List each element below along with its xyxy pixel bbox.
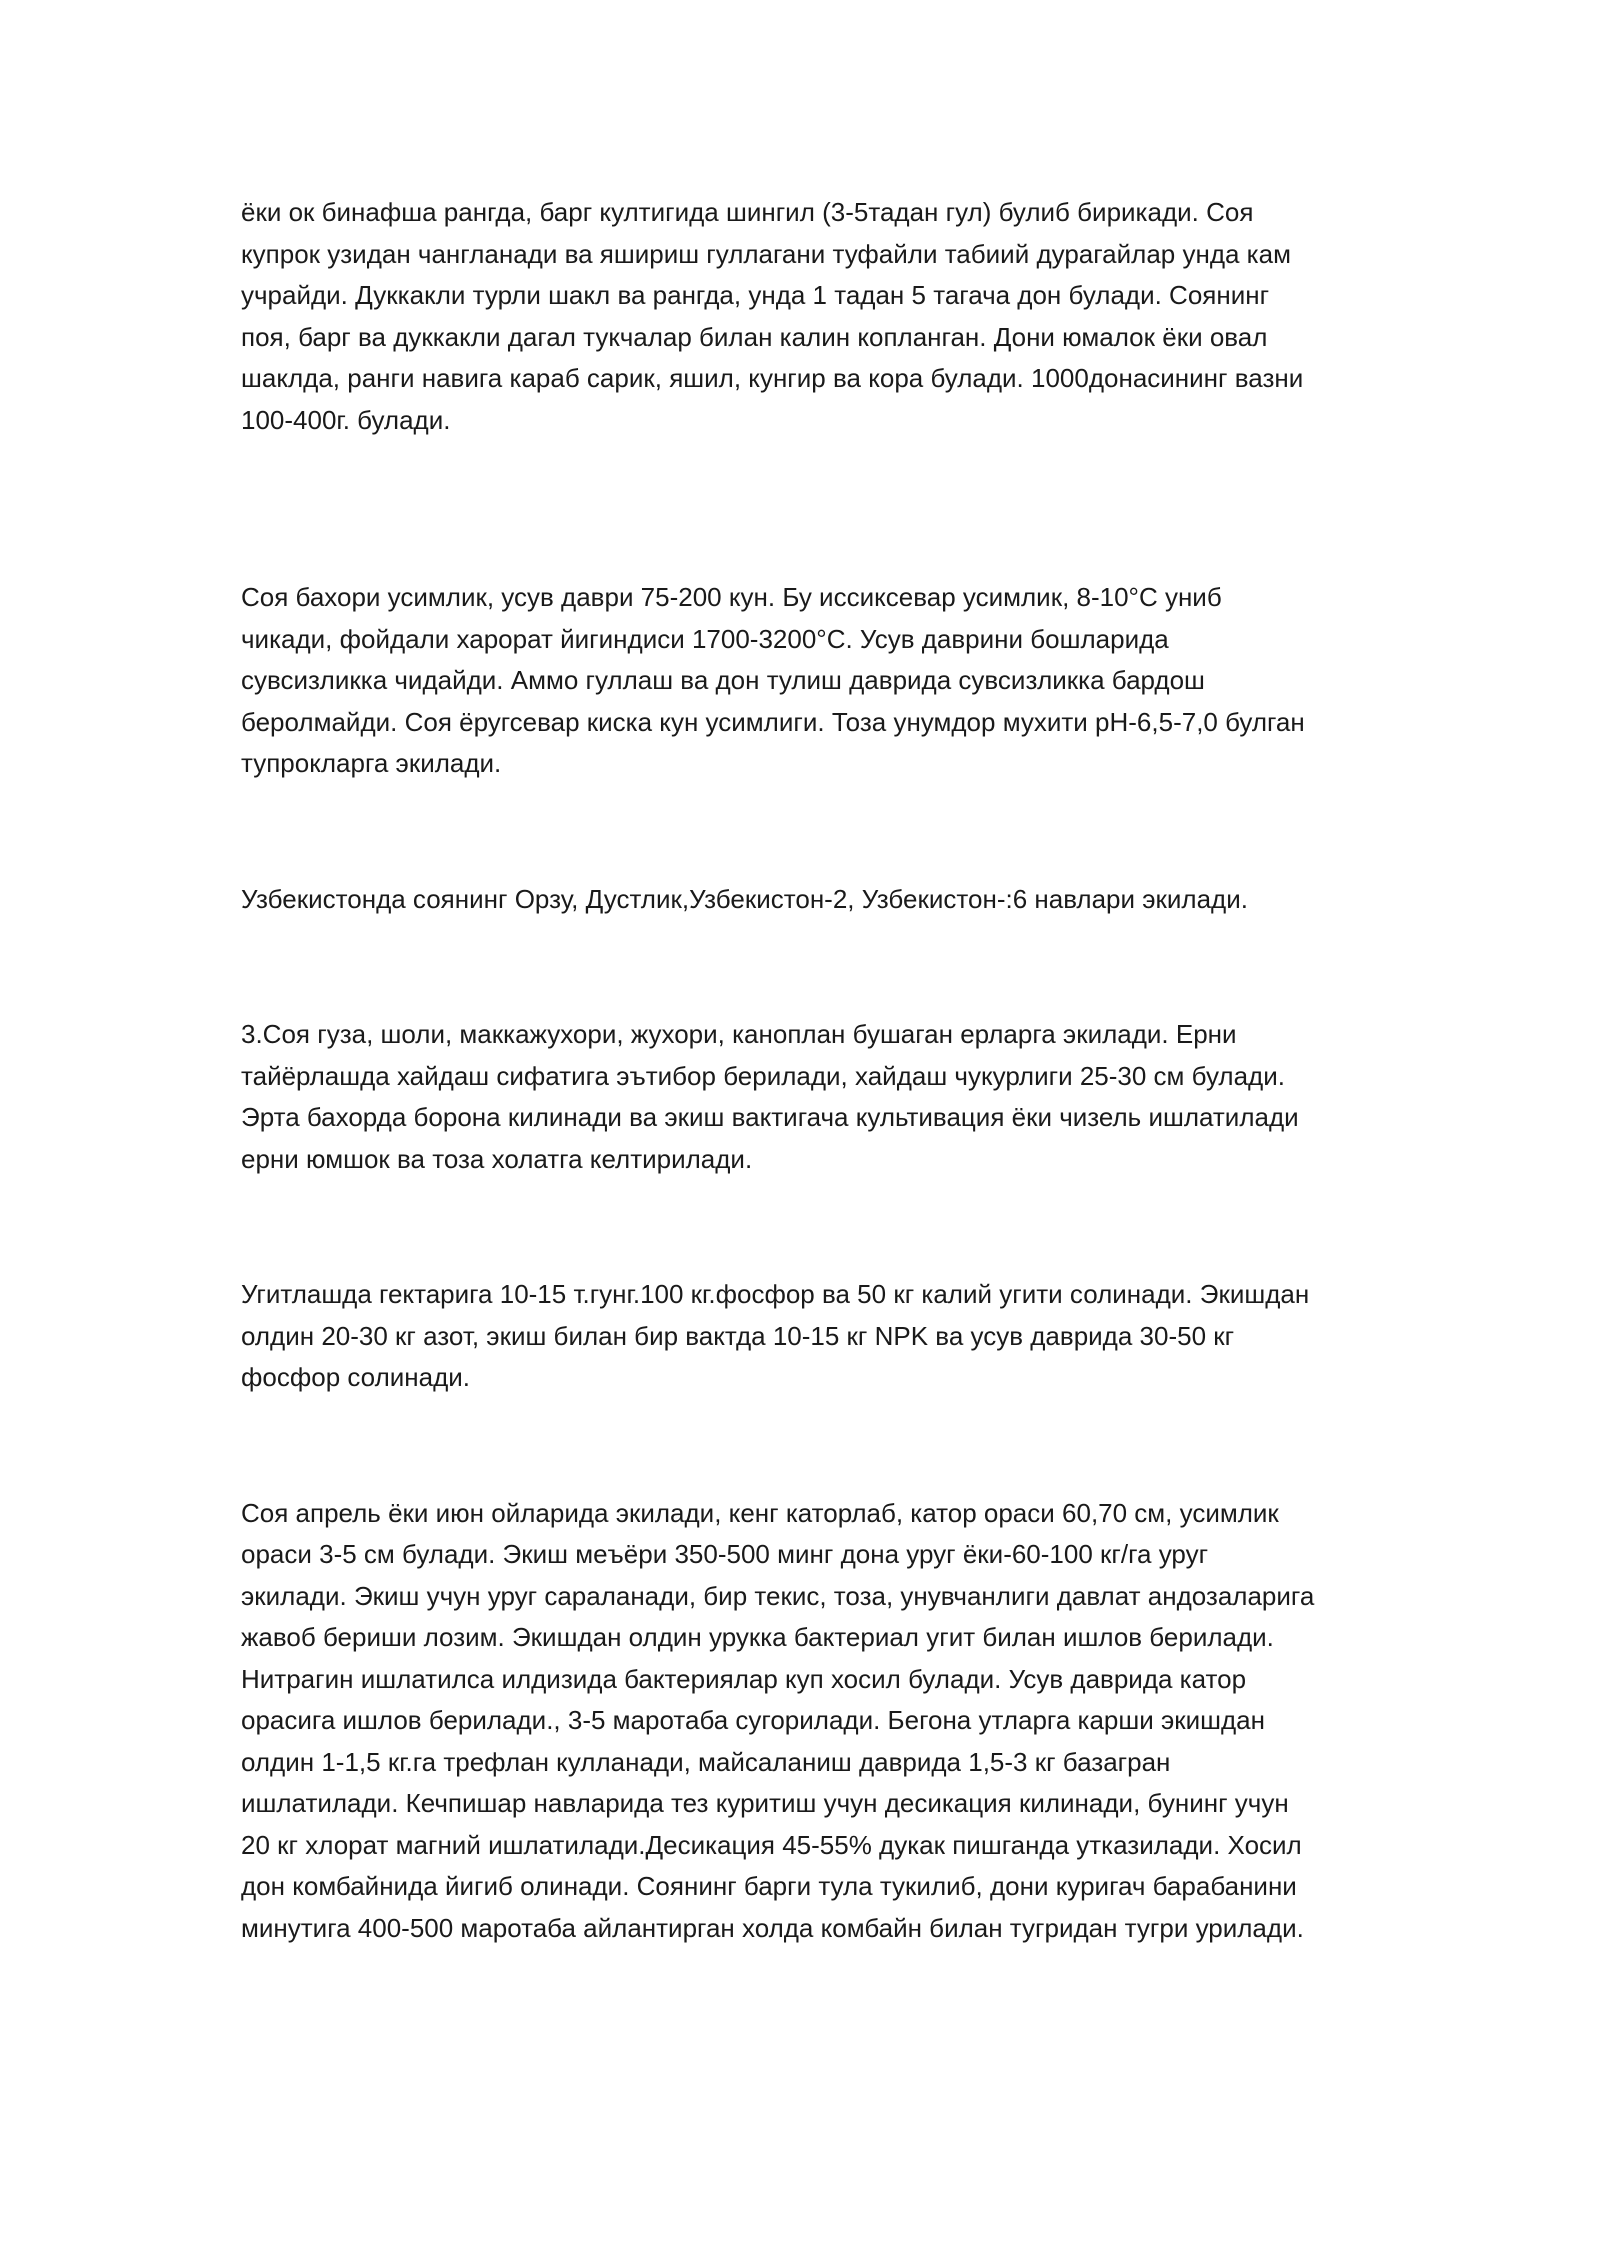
paragraph-sowing-and-harvest: Соя апрель ёки июн ойларида экилади, кенг каторлаб, катор ораси 60,70 см, усимлик ораси 3-5 см булади. Экиш меъёри 350-500 минг дона уруг ёки-60-100 кг/га уруг экилади. Экиш учун уруг сараланади, бир текис, тоза, унувчанлиги давлат андозаларига жавоб бериши лозим. Экишдан олдин урукка бактериал угит билан ишлов берилади. Нитрагин ишлатилса илдизида бактериялар куп хосил булади. Усув даврида катор орасига ишлов берилади., 3-5 маротаба сугорилади. Бегона утларга карши экишдан олдин 1-1,5 кг.га трефлан кулланади, майсаланиш даврида 1,5-3 кг базагран ишлатилади. Кечпишар навларида тез куритиш учун десикация килинади, бунинг учун 20 кг хлорат магний ишлатилади.Десикация 45-55% дукак пишганда утказилади. Хосил дон комбайнида йигиб олинади. Соянинг барги тула тукилиб, дони куригач барабанини минутига 400-500 маротаба айлантирган холда комбайн билан тугридан тугри урилади. [241, 1497, 1315, 1943]
document-body [241, 192, 1366, 1949]
paragraph-soy-flowers: ёки ок бинафша рангда, барг култигида шингил (3-5тадан гул) булиб бирикади. Соя купрок узидан чангланади ва яшириш гуллагани туфайли табиий дурагайлар унда кам учрайди. Дуккакли турли шакл ва рангда, унда 1 тадан 5 тагача дон булади. Соянинг поя, барг ва дуккакли дагал тукчалар билан калин копланган. Дони юмалок ёки овал шаклда, ранги навига караб сарик, яшил, кунгир ва кора булади. 1000донасининг вазни 100-400г. булади. [241, 197, 1304, 435]
paragraph-fertilization: Угитлашда гектарига 10-15 т.гунг.100 кг.фосфор ва 50 кг калий угити солинади. Экишдан олдин 20-30 кг азот, экиш билан бир вактда 10-15 кг NPK ва усув даврида 30-50 кг фосфор солинади. [241, 1279, 1310, 1392]
paragraph-varieties: Узбекистонда соянинг Орзу, Дустлик,Узбекистон-2, Узбекистон-:6 навлари экилади. [241, 883, 1248, 914]
paragraph-soil-preparation: 3.Соя гуза, шоли, маккажухори, жухори, каноплан бушаган ерларга экилади. Ерни тайёрлашда хайдаш сифатига эътибор берилади, хайдаш чукурлиги 25-30 см булади. Эрта бахорда борона килинади ва экиш вактигача культивация ёки чизель ишлатилади ерни юмшок ва тоза холатга келтирилади. [241, 1019, 1299, 1174]
paragraph-growing-conditions: Соя бахори усимлик, усув даври 75-200 кун. Бу иссиксевар усимлик, 8-10°С униб чикади, фойдали харорат йигиндиси 1700-3200°С. Усув даврини бошларида сувсизликка чидайди. Аммо гуллаш ва дон тулиш даврида сувсизликка бардош беролмайди. Соя ёругсевар киска кун усимлиги. Тоза унумдор мухити рН-6,5-7,0 булган тупрокларга экилади. [241, 582, 1305, 778]
